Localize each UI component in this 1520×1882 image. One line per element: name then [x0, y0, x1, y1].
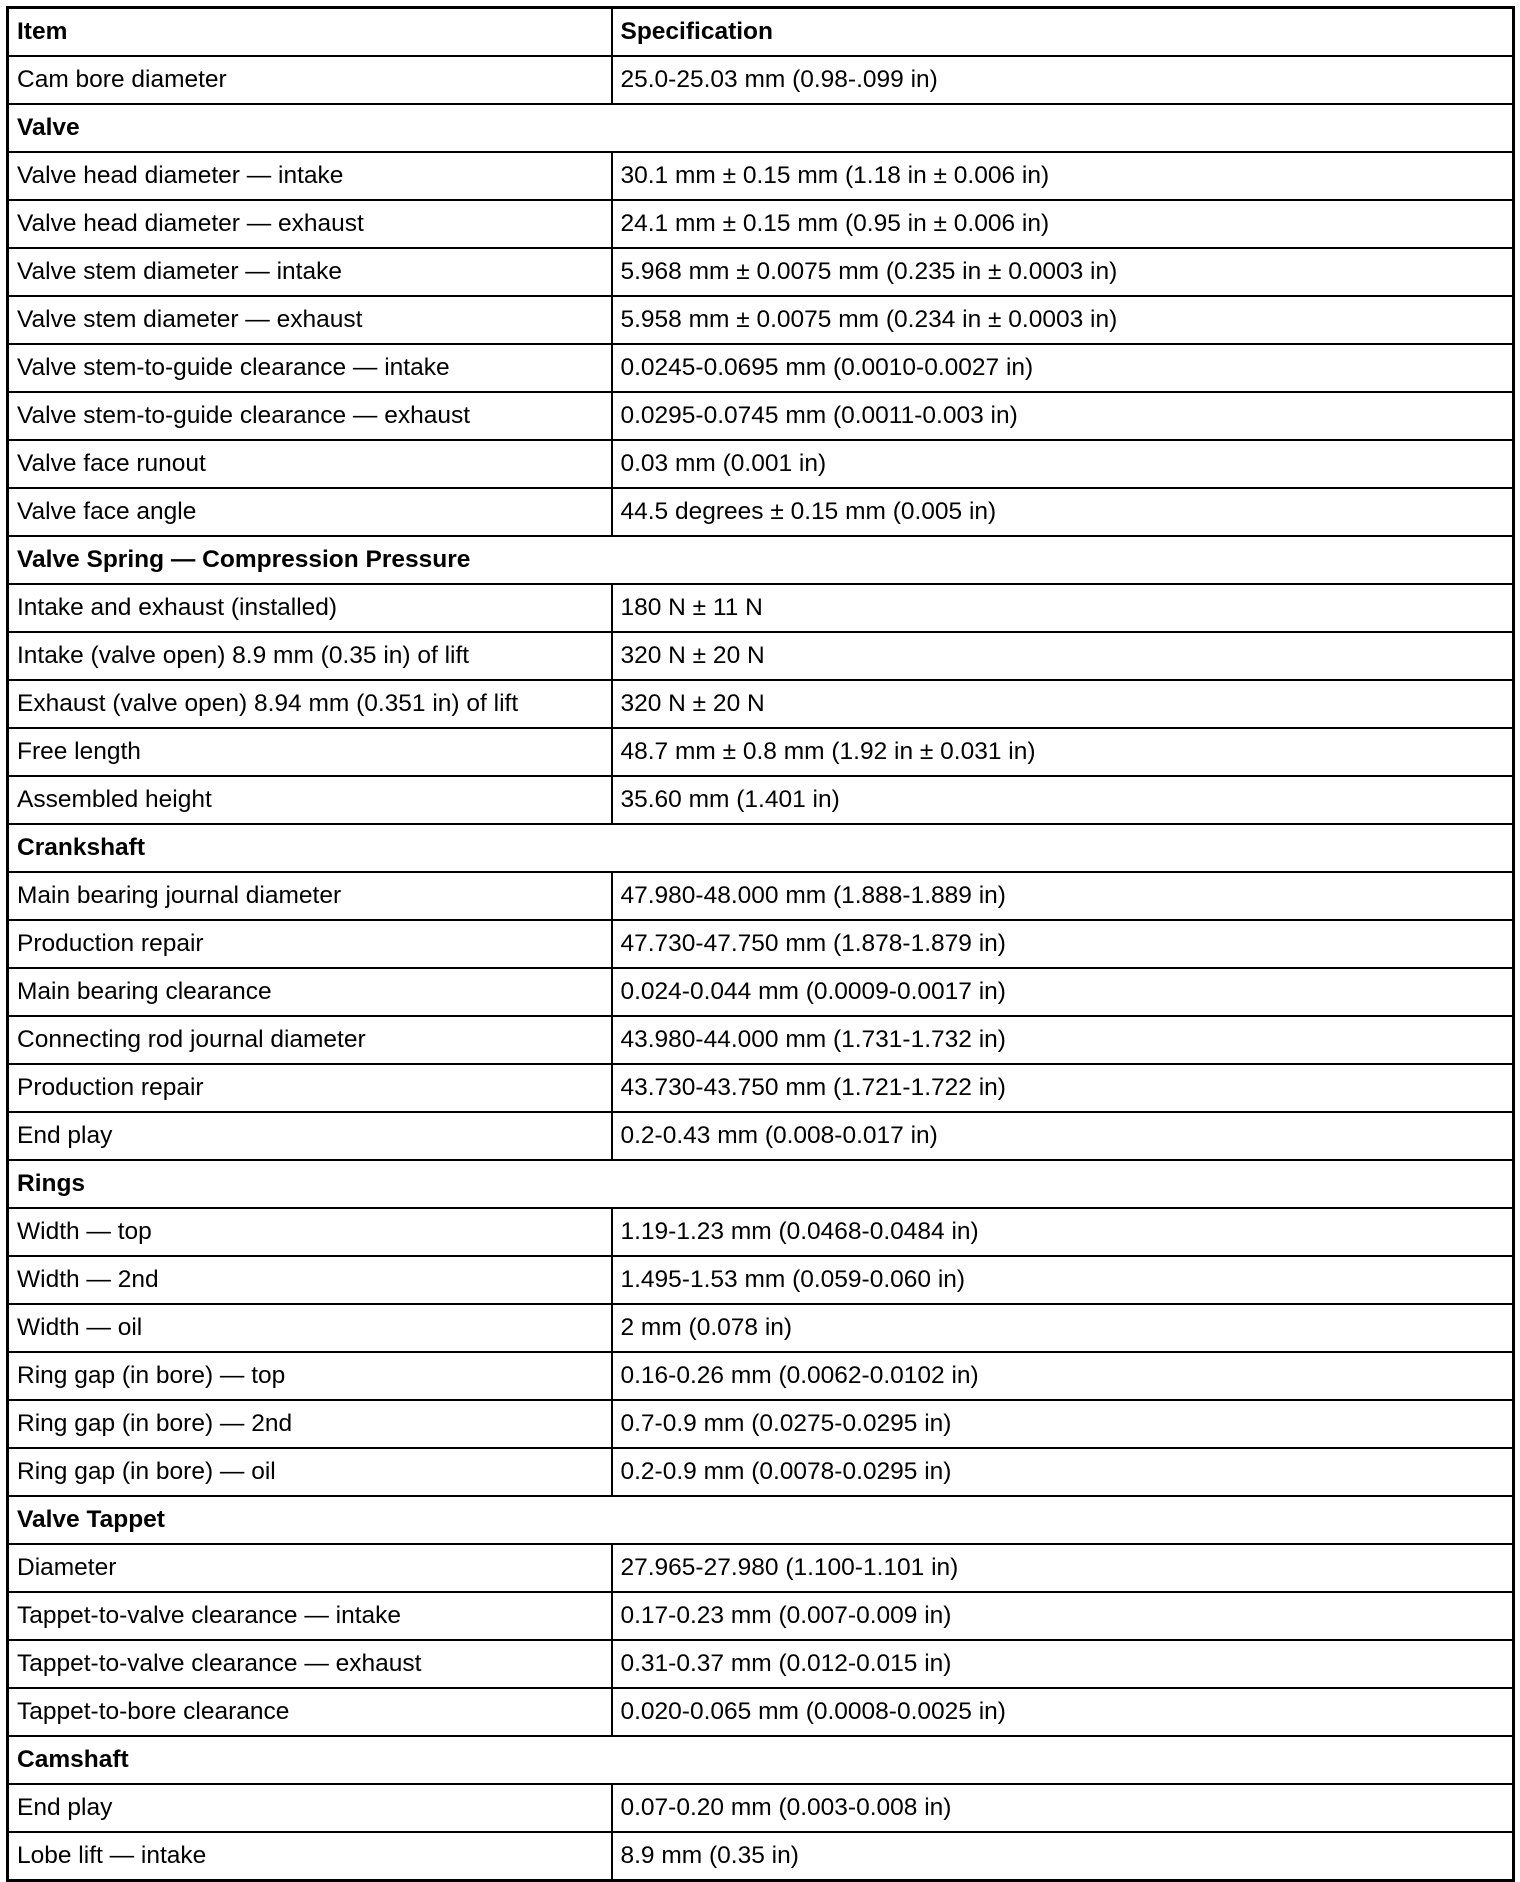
item-cell: Lobe lift — intake — [8, 1832, 612, 1881]
table-row — [8, 1688, 1514, 1736]
section-title: Rings — [8, 1160, 1514, 1208]
item-cell: Valve stem diameter — intake — [8, 248, 612, 296]
table-row — [8, 392, 1514, 440]
item-cell: Valve stem diameter — exhaust — [8, 296, 612, 344]
specification-cell: 0.31-0.37 mm (0.012-0.015 in) — [612, 1640, 1514, 1688]
item-cell: Valve stem-to-guide clearance — intake — [8, 344, 612, 392]
table-row — [8, 1064, 1514, 1112]
specification-cell: 1.19-1.23 mm (0.0468-0.0484 in) — [612, 1208, 1514, 1256]
table-row — [8, 680, 1514, 728]
item-cell: End play — [8, 1784, 612, 1832]
specification-cell: 48.7 mm ± 0.8 mm (1.92 in ± 0.031 in) — [612, 728, 1514, 776]
specification-cell: 0.2-0.43 mm (0.008-0.017 in) — [612, 1112, 1514, 1160]
section-title: Camshaft — [8, 1736, 1514, 1784]
specification-cell: 30.1 mm ± 0.15 mm (1.18 in ± 0.006 in) — [612, 152, 1514, 200]
section-header-row — [8, 824, 1514, 872]
table-row — [8, 1304, 1514, 1352]
specification-cell: 27.965-27.980 (1.100-1.101 in) — [612, 1544, 1514, 1592]
specification-cell: 0.020-0.065 mm (0.0008-0.0025 in) — [612, 1688, 1514, 1736]
item-cell: Width — 2nd — [8, 1256, 612, 1304]
item-cell: Diameter — [8, 1544, 612, 1592]
specification-cell: 0.16-0.26 mm (0.0062-0.0102 in) — [612, 1352, 1514, 1400]
table-row — [8, 1112, 1514, 1160]
table-row — [8, 440, 1514, 488]
table-body — [8, 56, 1514, 1881]
specification-cell: 0.0245-0.0695 mm (0.0010-0.0027 in) — [612, 344, 1514, 392]
table-row — [8, 1592, 1514, 1640]
item-cell: Valve face runout — [8, 440, 612, 488]
item-cell: Production repair — [8, 920, 612, 968]
item-cell: Exhaust (valve open) 8.94 mm (0.351 in) of lift — [8, 680, 612, 728]
table-row — [8, 1640, 1514, 1688]
specification-cell: 0.07-0.20 mm (0.003-0.008 in) — [612, 1784, 1514, 1832]
section-title: Valve Tappet — [8, 1496, 1514, 1544]
item-cell: Valve stem-to-guide clearance — exhaust — [8, 392, 612, 440]
specification-cell: 35.60 mm (1.401 in) — [612, 776, 1514, 824]
specification-cell: 47.980-48.000 mm (1.888-1.889 in) — [612, 872, 1514, 920]
specification-cell: 5.958 mm ± 0.0075 mm (0.234 in ± 0.0003 in) — [612, 296, 1514, 344]
specification-cell: 0.7-0.9 mm (0.0275-0.0295 in) — [612, 1400, 1514, 1448]
table-row — [8, 56, 1514, 104]
section-header-row — [8, 536, 1514, 584]
item-cell: Width — oil — [8, 1304, 612, 1352]
section-title: Crankshaft — [8, 824, 1514, 872]
item-cell: Free length — [8, 728, 612, 776]
specification-cell: 24.1 mm ± 0.15 mm (0.95 in ± 0.006 in) — [612, 200, 1514, 248]
specification-cell: 47.730-47.750 mm (1.878-1.879 in) — [612, 920, 1514, 968]
item-cell: Intake and exhaust (installed) — [8, 584, 612, 632]
specification-cell: 0.03 mm (0.001 in) — [612, 440, 1514, 488]
table-row — [8, 152, 1514, 200]
table-row — [8, 1832, 1514, 1881]
table-row — [8, 200, 1514, 248]
table-row — [8, 632, 1514, 680]
table-row — [8, 872, 1514, 920]
item-cell: Main bearing journal diameter — [8, 872, 612, 920]
item-cell: Assembled height — [8, 776, 612, 824]
specification-cell: 43.980-44.000 mm (1.731-1.732 in) — [612, 1016, 1514, 1064]
specification-cell: 8.9 mm (0.35 in) — [612, 1832, 1514, 1881]
item-column-header: Item — [8, 8, 612, 57]
table-row — [8, 344, 1514, 392]
item-cell: Main bearing clearance — [8, 968, 612, 1016]
specification-cell: 5.968 mm ± 0.0075 mm (0.235 in ± 0.0003 in) — [612, 248, 1514, 296]
table-row — [8, 728, 1514, 776]
specification-cell: 44.5 degrees ± 0.15 mm (0.005 in) — [612, 488, 1514, 536]
item-cell: Ring gap (in bore) — oil — [8, 1448, 612, 1496]
table-row — [8, 1208, 1514, 1256]
specification-cell: 0.17-0.23 mm (0.007-0.009 in) — [612, 1592, 1514, 1640]
item-cell: Ring gap (in bore) — 2nd — [8, 1400, 612, 1448]
table-row — [8, 488, 1514, 536]
table-row — [8, 1400, 1514, 1448]
section-header-row — [8, 1496, 1514, 1544]
specification-cell: 43.730-43.750 mm (1.721-1.722 in) — [612, 1064, 1514, 1112]
item-cell: Width — top — [8, 1208, 612, 1256]
specification-cell: 0.024-0.044 mm (0.0009-0.0017 in) — [612, 968, 1514, 1016]
item-cell: Intake (valve open) 8.9 mm (0.35 in) of lift — [8, 632, 612, 680]
specification-column-header: Specification — [612, 8, 1514, 57]
item-cell: Tappet-to-bore clearance — [8, 1688, 612, 1736]
specification-cell: 0.2-0.9 mm (0.0078-0.0295 in) — [612, 1448, 1514, 1496]
specification-cell: 180 N ± 11 N — [612, 584, 1514, 632]
table-row — [8, 1352, 1514, 1400]
specification-cell: 320 N ± 20 N — [612, 632, 1514, 680]
specification-cell: 1.495-1.53 mm (0.059-0.060 in) — [612, 1256, 1514, 1304]
item-cell: Cam bore diameter — [8, 56, 612, 104]
item-cell: Valve head diameter — intake — [8, 152, 612, 200]
item-cell: Tappet-to-valve clearance — exhaust — [8, 1640, 612, 1688]
table-row — [8, 296, 1514, 344]
table-row — [8, 1016, 1514, 1064]
item-cell: Ring gap (in bore) — top — [8, 1352, 612, 1400]
specification-cell: 320 N ± 20 N — [612, 680, 1514, 728]
table-row — [8, 1784, 1514, 1832]
specification-cell: 25.0-25.03 mm (0.98-.099 in) — [612, 56, 1514, 104]
item-cell: Valve head diameter — exhaust — [8, 200, 612, 248]
section-header-row — [8, 1160, 1514, 1208]
section-title: Valve Spring — Compression Pressure — [8, 536, 1514, 584]
item-cell: Connecting rod journal diameter — [8, 1016, 612, 1064]
table-row — [8, 248, 1514, 296]
table-row — [8, 1256, 1514, 1304]
specification-cell: 0.0295-0.0745 mm (0.0011-0.003 in) — [612, 392, 1514, 440]
table-header-row — [8, 8, 1514, 57]
table-row — [8, 1544, 1514, 1592]
specification-cell: 2 mm (0.078 in) — [612, 1304, 1514, 1352]
item-cell: Tappet-to-valve clearance — intake — [8, 1592, 612, 1640]
table-row — [8, 968, 1514, 1016]
table-row — [8, 920, 1514, 968]
section-header-row — [8, 1736, 1514, 1784]
section-header-row — [8, 104, 1514, 152]
specification-table — [6, 6, 1515, 1882]
table-row — [8, 1448, 1514, 1496]
table-row — [8, 776, 1514, 824]
section-title: Valve — [8, 104, 1514, 152]
item-cell: End play — [8, 1112, 612, 1160]
item-cell: Valve face angle — [8, 488, 612, 536]
table-row — [8, 584, 1514, 632]
item-cell: Production repair — [8, 1064, 612, 1112]
